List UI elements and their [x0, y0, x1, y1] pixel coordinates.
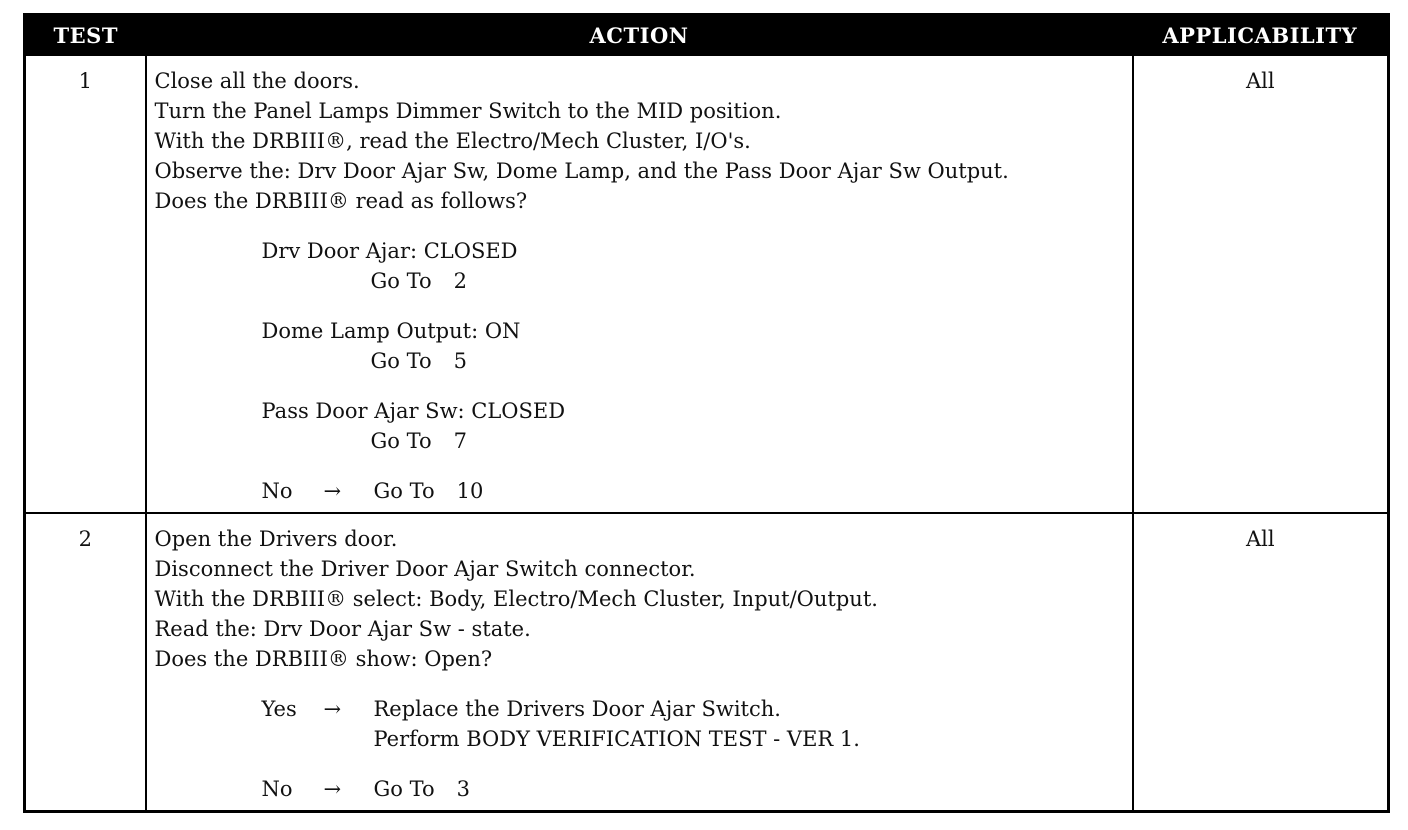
goto-label: Go To: [370, 269, 432, 293]
outcome-goto: [371, 266, 468, 296]
goto-label: Go To: [370, 349, 432, 373]
table-row: [25, 513, 1389, 812]
branch-goto: [374, 476, 484, 506]
outcome-goto: [371, 346, 468, 376]
branch-label: No: [261, 479, 293, 503]
test-number: 2: [25, 513, 146, 812]
applicability-value: All: [1133, 513, 1389, 812]
goto-number: 2: [453, 269, 467, 293]
no-branch: [262, 476, 1124, 506]
yes-branch: [262, 694, 1124, 724]
instruction-line: Disconnect the Driver Door Ajar Switch connector.: [154, 557, 696, 581]
action-cell: [146, 513, 1133, 812]
table-header-row: [25, 15, 1389, 56]
instruction-line: Close all the doors.: [154, 69, 360, 93]
outcome-goto: [371, 426, 468, 456]
instruction-line: With the DRBIII® select: Body, Electro/Mech Cluster, Input/Output.: [154, 587, 878, 611]
goto-number: 3: [456, 777, 470, 801]
goto-number: 7: [453, 429, 467, 453]
goto-label: Go To: [373, 479, 435, 503]
arrow-icon: →: [323, 479, 342, 503]
goto-number: 5: [453, 349, 467, 373]
test-number: 1: [25, 55, 146, 513]
header-applicability: APPLICABILITY: [1133, 15, 1389, 56]
instruction-line: Open the Drivers door.: [154, 527, 398, 551]
header-test: TEST: [25, 15, 146, 56]
arrow-icon: →: [323, 697, 342, 721]
applicability-value: All: [1133, 55, 1389, 513]
table-row: [25, 55, 1389, 513]
instruction-line: Does the DRBIII® show: Open?: [154, 647, 493, 671]
action-cell: [146, 55, 1133, 513]
header-action: ACTION: [146, 15, 1133, 56]
outcome-condition: Drv Door Ajar: CLOSED: [261, 239, 518, 263]
arrow-icon: →: [323, 777, 342, 801]
branch-label: No: [261, 777, 293, 801]
branch-action: Replace the Drivers Door Ajar Switch.: [373, 697, 781, 721]
no-branch: [262, 774, 1124, 804]
outcome-condition: Dome Lamp Output: ON: [261, 319, 521, 343]
branch-goto: [374, 774, 471, 804]
goto-label: Go To: [373, 777, 435, 801]
branch-action: Perform BODY VERIFICATION TEST - VER 1.: [373, 727, 860, 751]
instruction-line: Read the: Drv Door Ajar Sw - state.: [154, 617, 531, 641]
goto-number: 10: [456, 479, 484, 503]
instruction-line: Observe the: Drv Door Ajar Sw, Dome Lamp, and the Pass Door Ajar Sw Output.: [154, 159, 1009, 183]
branch-label: Yes: [261, 697, 297, 721]
instruction-line: With the DRBIII®, read the Electro/Mech Cluster, I/O's.: [154, 129, 751, 153]
instruction-line: Turn the Panel Lamps Dimmer Switch to the MID position.: [154, 99, 782, 123]
instruction-line: Does the DRBIII® read as follows?: [154, 189, 528, 213]
diagnostic-test-table: [23, 13, 1390, 813]
goto-label: Go To: [370, 429, 432, 453]
outcome-condition: Pass Door Ajar Sw: CLOSED: [261, 399, 566, 423]
